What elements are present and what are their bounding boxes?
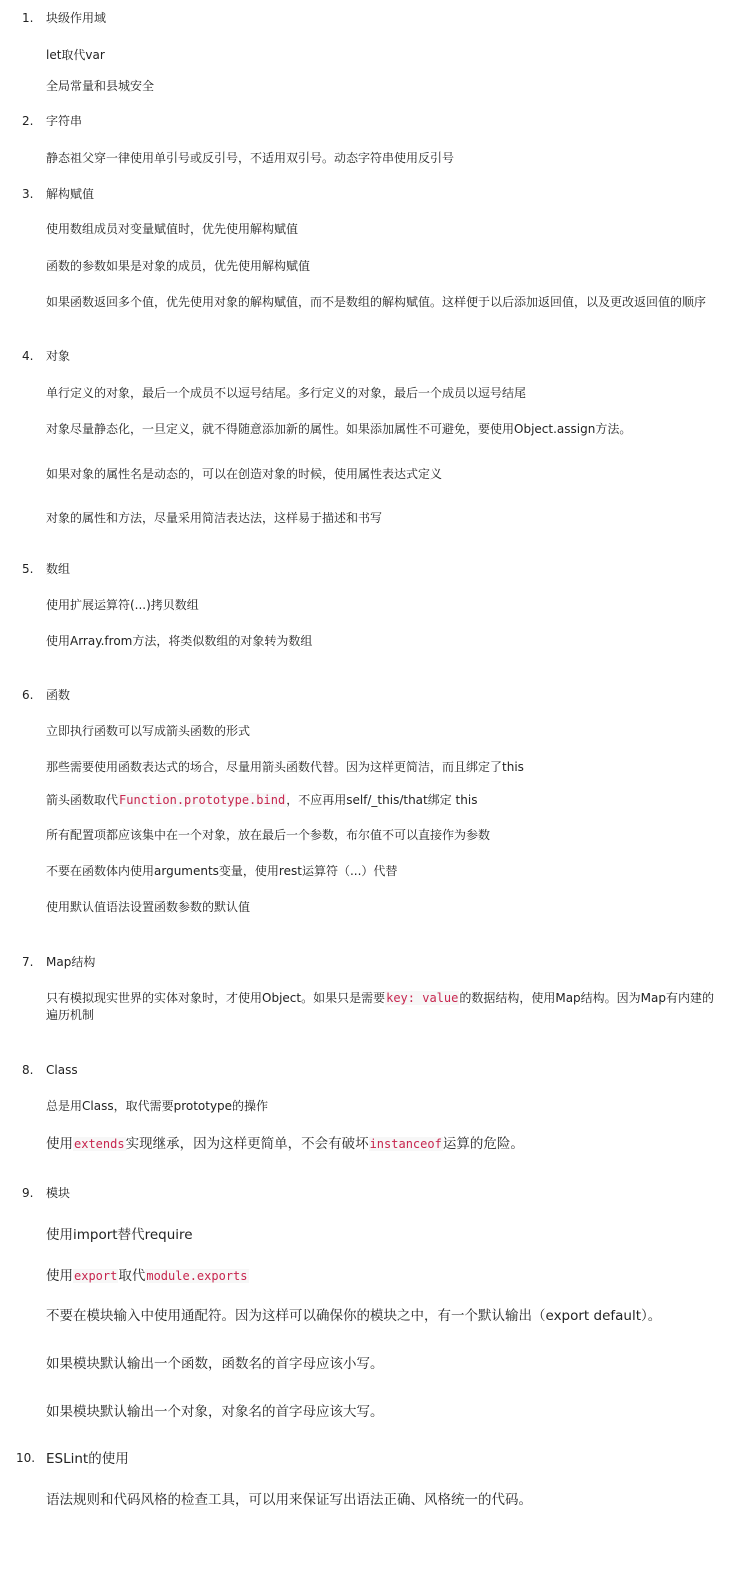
- list-item: let取代var: [46, 48, 105, 62]
- list-item: 单行定义的对象，最后一个成员不以逗号结尾。多行定义的对象，最后一个成员以逗号结尾: [46, 386, 527, 400]
- section-number: 7.: [22, 955, 34, 969]
- section-title: ESLint的使用: [46, 1451, 129, 1467]
- list-item: 如果模块默认输出一个对象，对象名的首字母应该大写。: [46, 1404, 384, 1420]
- section-title: Map结构: [46, 955, 96, 969]
- section-number: 9.: [22, 1186, 34, 1200]
- section-title: 对象: [46, 349, 71, 363]
- list-item: 语法规则和代码风格的检查工具，可以用来保证写出语法正确、风格统一的代码。: [46, 1492, 532, 1508]
- section-number: 6.: [22, 688, 34, 702]
- list-item: 不要在函数体内使用arguments变量，使用rest运算符（...）代替: [46, 864, 398, 878]
- inline-code: instanceof: [369, 1137, 442, 1151]
- list-item: 使用扩展运算符(...)拷贝数组: [46, 598, 199, 612]
- section-title: 模块: [46, 1186, 71, 1200]
- section-title: 解构赋值: [46, 187, 95, 201]
- list-item: 那些需要使用函数表达式的场合，尽量用箭头函数代替。因为这样更简洁，而且绑定了this: [46, 760, 524, 774]
- list-item: 使用extends实现继承，因为这样更简单，不会有破坏instanceof运算的危险。: [46, 1136, 524, 1152]
- list-item: 如果函数返回多个值，优先使用对象的解构赋值，而不是数组的解构赋值。这样便于以后添加返回值，以及更改返回值的顺序: [46, 295, 707, 309]
- list-item: 使用export取代module.exports: [46, 1268, 248, 1284]
- list-item: 箭头函数取代Function.prototype.bind，不应再用self/_this/that绑定 this: [46, 793, 478, 807]
- section-title: 数组: [46, 562, 71, 576]
- inline-code: module.exports: [146, 1269, 248, 1283]
- list-item: 立即执行函数可以写成箭头函数的形式: [46, 724, 251, 738]
- section-title: 块级作用域: [46, 11, 107, 25]
- list-item: 所有配置项都应该集中在一个对象，放在最后一个参数，布尔值不可以直接作为参数: [46, 828, 491, 842]
- section-title: 函数: [46, 688, 71, 702]
- list-item: 全局常量和县城安全: [46, 79, 155, 93]
- inline-code: key: value: [386, 991, 459, 1005]
- section-number: 10.: [16, 1451, 36, 1465]
- list-item: 对象的属性和方法，尽量采用简洁表达法，这样易于描述和书写: [46, 511, 383, 525]
- section-number: 2.: [22, 114, 34, 128]
- list-item: 使用Array.from方法，将类似数组的对象转为数组: [46, 634, 313, 648]
- section-number: 8.: [22, 1063, 34, 1077]
- inline-code: export: [74, 1269, 118, 1283]
- section-number: 4.: [22, 349, 34, 363]
- section-number: 3.: [22, 187, 34, 201]
- list-item: 对象尽量静态化，一旦定义，就不得随意添加新的属性。如果添加属性不可避免，要使用Object.assign方法。: [46, 422, 632, 436]
- section-number: 1.: [22, 11, 34, 25]
- section-title: 字符串: [46, 114, 83, 128]
- list-item: 使用默认值语法设置函数参数的默认值: [46, 900, 251, 914]
- list-item: 静态祖父穿一律使用单引号或反引号，不适用双引号。动态字符串使用反引号: [46, 151, 455, 165]
- list-item: 不要在模块输入中使用通配符。因为这样可以确保你的模块之中，有一个默认输出（export default）。: [46, 1308, 662, 1324]
- list-item: 只有模拟现实世界的实体对象时，才使用Object。如果只是需要key: value的数据结构，使用Map结构。因为Map有内建的遍历机制: [46, 991, 714, 1022]
- list-item: 总是用Class，取代需要prototype的操作: [46, 1099, 269, 1113]
- list-item: 函数的参数如果是对象的成员，优先使用解构赋值: [46, 259, 311, 273]
- inline-code: Function.prototype.bind: [119, 793, 286, 807]
- section-number: 5.: [22, 562, 34, 576]
- list-item: 如果对象的属性名是动态的，可以在创造对象的时候，使用属性表达式定义: [46, 467, 443, 481]
- inline-code: extends: [74, 1137, 125, 1151]
- list-item: 如果模块默认输出一个函数，函数名的首字母应该小写。: [46, 1356, 384, 1372]
- list-item: 使用import替代require: [46, 1227, 193, 1243]
- list-item: 使用数组成员对变量赋值时，优先使用解构赋值: [46, 222, 299, 236]
- section-title: Class: [46, 1063, 78, 1077]
